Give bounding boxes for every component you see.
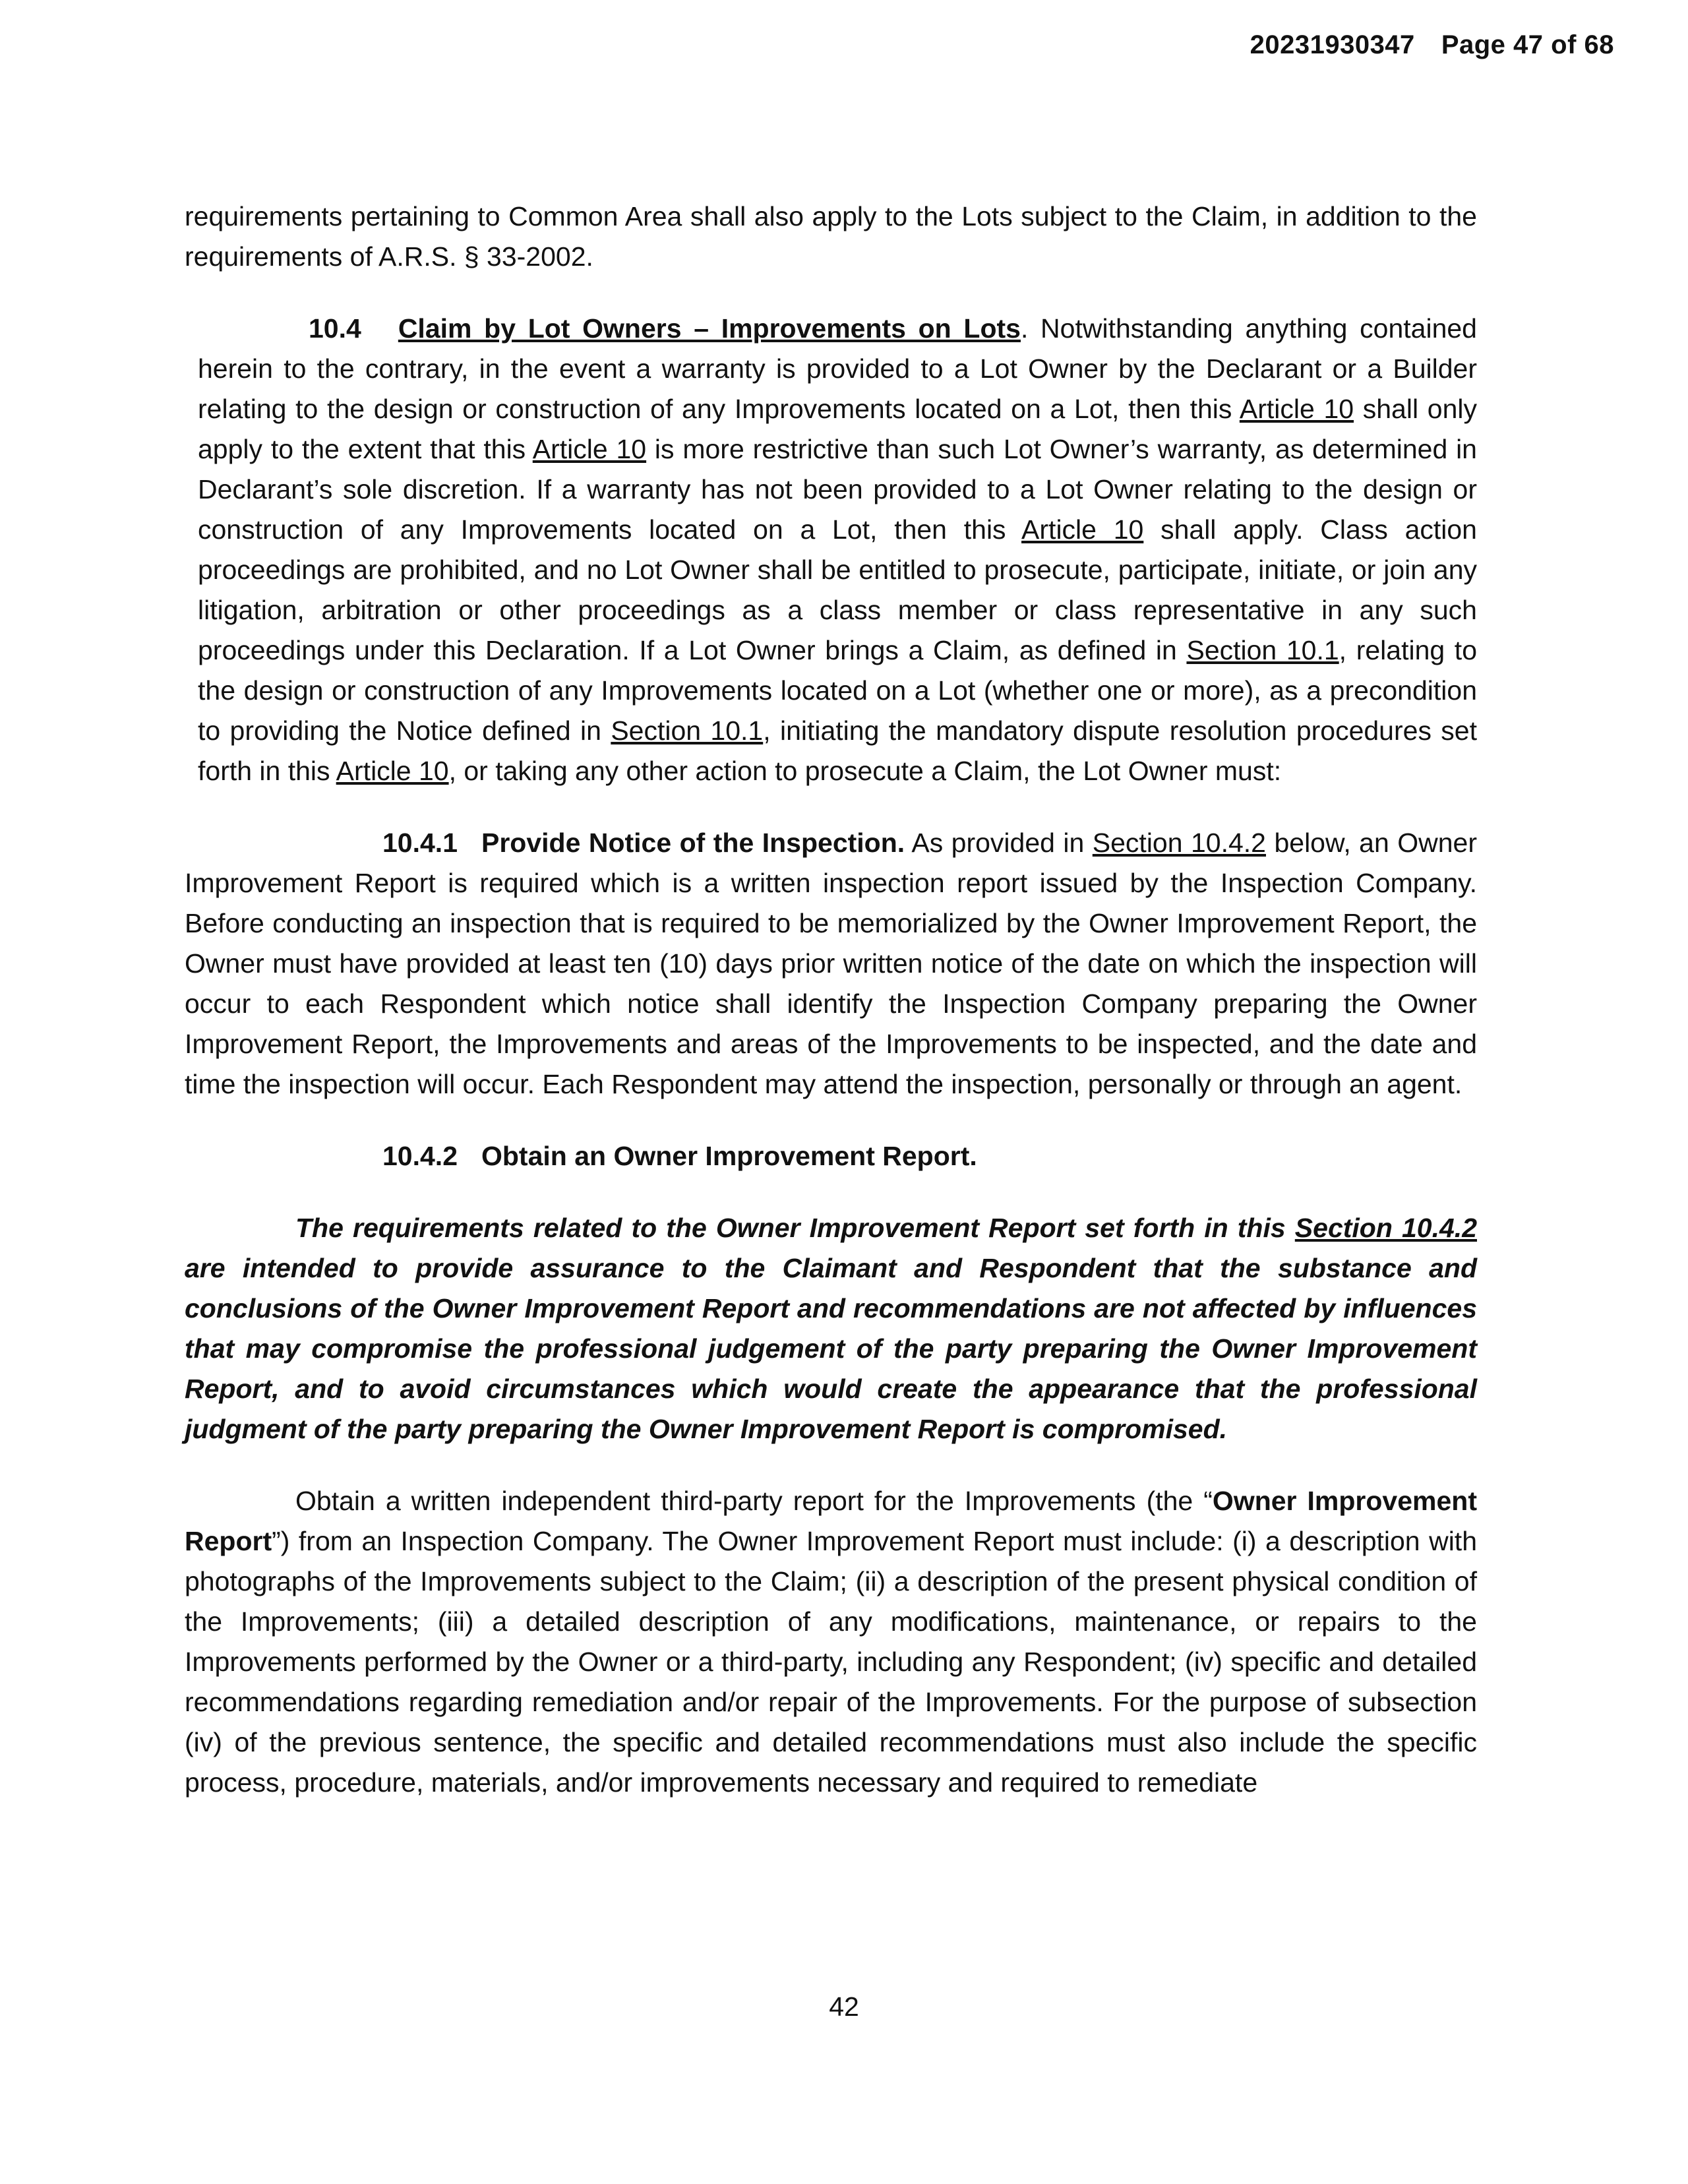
page-header [1250,30,1614,60]
cross-reference: Article 10 [1239,394,1354,424]
page-number: 42 [829,1991,859,2022]
section-title: Obtain an Owner Improvement Report. [481,1141,977,1171]
section-title: Provide Notice of the Inspection. [481,828,905,858]
section-10-4-2-heading [185,1136,1477,1176]
section-title: Claim by Lot Owners – Improvements on Lots [398,313,1021,344]
paragraph-text: is more restrictive than such Lot Owner’s warranty, as determined in Declarant’s sole discretion. If a warranty has not been provided to a Lot Owner relating to the design or construction of any Improvements located on a Lot, then this [198,434,1477,545]
owner-improvement-report-paragraph [185,1481,1477,1803]
section-number: 10.4.1 [382,828,458,858]
italic-statement [185,1208,1477,1449]
paragraph-text: below, an Owner Improvement Report is required which is a written inspection report issued by the Inspection Company. Before conducting an inspection that is required to be memorialized by the Owner Improvement Report, the Owner must have provided at least ten (10) days prior written notice of the date on which the inspection will occur to each Respondent which notice shall identify the Inspection Company preparing the Owner Improvement Report, the Improvements and areas of the Improvements to be inspected, and the date and time the inspection will occur. Each Respondent may attend the inspection, personally or through an agent. [185,828,1477,1099]
document-body [185,197,1477,1835]
document-number: 20231930347 [1250,30,1415,59]
paragraph-text: shall only apply to the extent that this [198,394,1477,464]
cross-reference: Section 10.4.2 [1092,828,1266,858]
paragraph-continuation [185,197,1477,277]
paragraph-text: . Notwithstanding anything contained herein to the contrary, in the event a warranty is provided to a Lot Owner by the Declarant or a Builder relating to the design or construction of any Improvements located on a Lot, then this [198,313,1477,424]
section-number: 10.4.2 [382,1141,458,1171]
paragraph-text: The requirements related to the Owner Improvement Report set forth in this [295,1213,1295,1243]
section-10-4-1 [185,823,1477,1105]
paragraph-text: , initiating the mandatory dispute resolution procedures set forth in this [198,715,1477,786]
defined-term: Owner Improvement Report [185,1486,1477,1556]
cross-reference: Section 10.4.2 [1294,1213,1477,1243]
paragraph-text: As provided in [905,828,1093,858]
paragraph-text: Obtain a written independent third-party report for the Improvements (the “ [295,1486,1213,1516]
paragraph-text: , or taking any other action to prosecute a Claim, the Lot Owner must: [448,756,1282,786]
paragraph-text: requirements pertaining to Common Area shall also apply to the Lots subject to the Claim, in addition to the requirements of A.R.S. § 33-2002. [185,201,1477,272]
cross-reference: Article 10 [532,434,647,464]
paragraph-text: shall apply. Class action proceedings are prohibited, and no Lot Owner shall be entitled to prosecute, participate, initiate, or join any litigation, arbitration or other proceedings as a class member or class representative in any such proceedings under this Declaration. If a Lot Owner brings a Claim, as defined in [198,514,1477,665]
paragraph-text: ”) from an Inspection Company. The Owner Improvement Report must include: (i) a description with photographs of the Improvements subject to the Claim; (ii) a description of the present physical condition of the Improvements; (iii) a detailed description of any modifications, maintenance, or repairs to the Improvements performed by the Owner or a third-party, including any Respondent; (iv) specific and detailed recommendations regarding remediation and/or repair of the Improvements. For the purpose of subsection (iv) of the previous sentence, the specific and detailed recommendations must also include the specific process, procedure, materials, and/or improvements necessary and required to remediate [185,1526,1477,1798]
cross-reference: Section 10.1 [611,715,764,746]
cross-reference: Article 10 [1021,514,1144,545]
cross-reference: Article 10 [336,756,449,786]
page-indicator: Page 47 of 68 [1441,30,1614,59]
paragraph-text: , relating to the design or construction of any Improvements located on a Lot (whether one or more), as a precondition to providing the Notice defined in [198,635,1478,746]
paragraph-text: are intended to provide assurance to the Claimant and Respondent that the substance and conclusions of the Owner Improvement Report and recommendations are not affected by influences that may compromise the professional judgement of the party preparing the Owner Improvement Report, and to avoid circumstances which would create the appearance that the professional judgment of the party preparing the Owner Improvement Report is compromised. [185,1253,1477,1444]
cross-reference: Section 10.1 [1186,635,1339,665]
section-number: 10.4 [309,313,361,344]
section-10-4 [185,309,1477,791]
